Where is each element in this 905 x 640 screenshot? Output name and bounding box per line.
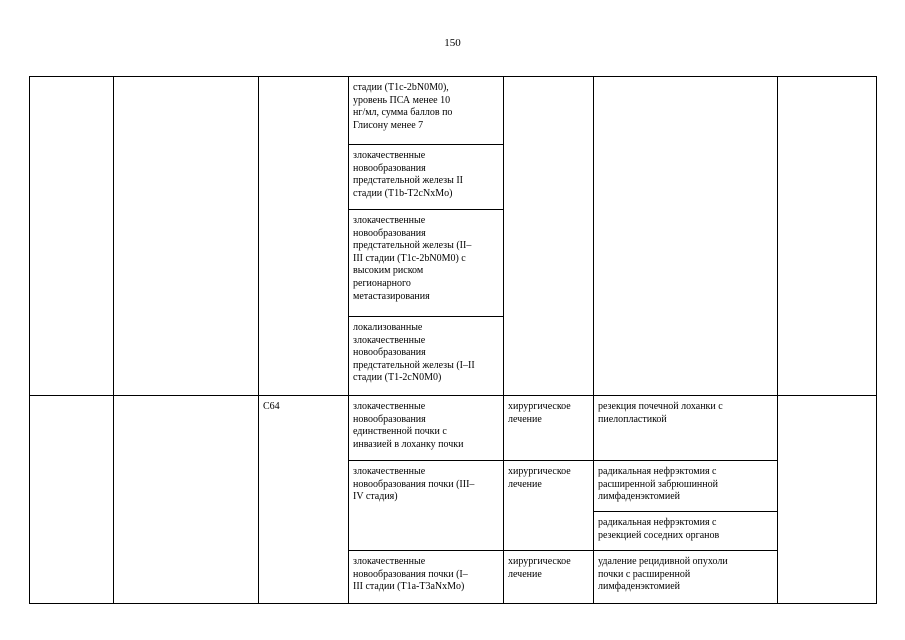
treatment-type-cell	[504, 461, 594, 551]
treatment-method-text: удаление рецидивной опухоли почки с расширенной лимфаденэктомией	[598, 556, 728, 593]
diagnosis-text: злокачественные новообразования единственной почки с инвазией в лоханку почки	[353, 401, 464, 450]
group-name-cell	[114, 396, 259, 604]
diagnosis-cell	[349, 461, 504, 551]
treatment-method-text: резекция почечной лоханки с пиелопластикой	[598, 401, 723, 425]
standard-cell	[778, 77, 877, 396]
diagnosis-cell	[349, 396, 504, 461]
diagnosis-cell	[349, 317, 504, 396]
treatment-method-cell	[594, 77, 778, 396]
treatment-type-text: хирургическое лечение	[508, 401, 571, 425]
treatment-type-cell	[504, 396, 594, 461]
number-cell	[30, 396, 114, 604]
icd-code-cell	[259, 396, 349, 604]
diagnosis-cell	[349, 210, 504, 317]
diagnosis-text: злокачественные новообразования предстательной железы II стадии (T1b-T2cNxMo)	[353, 150, 464, 199]
group-name-cell	[114, 77, 259, 396]
treatment-method-cell	[594, 461, 778, 512]
diagnosis-text: злокачественные новообразования предстательной железы (II– III стадии (T1c-2bN0M0) с высоким риском регионарного метастазирования	[353, 215, 472, 302]
diagnosis-text: злокачественные новообразования почки (III– IV стадия)	[353, 466, 475, 503]
table-row	[30, 396, 877, 461]
diagnosis-text: злокачественные новообразования почки (I– III стадии (T1a-T3aNxMo)	[353, 556, 468, 593]
treatment-type-cell	[504, 77, 594, 396]
standard-cell	[778, 396, 877, 604]
treatment-method-cell	[594, 512, 778, 551]
number-cell	[30, 77, 114, 396]
table-row	[30, 77, 877, 145]
treatment-method-text: радикальная нефрэктомия с резекцией соседних органов	[598, 517, 720, 541]
icd-code-text: C64	[263, 401, 280, 412]
icd-code-cell	[259, 77, 349, 396]
treatment-method-text: радикальная нефрэктомия с расширенной забрюшинной лимфаденэктомией	[598, 466, 718, 503]
diagnosis-cell	[349, 145, 504, 210]
diagnosis-cell	[349, 551, 504, 604]
diagnosis-cell	[349, 77, 504, 145]
treatment-type-text: хирургическое лечение	[508, 466, 571, 490]
diagnosis-text: стадии (T1c-2bN0M0), уровень ПСА менее 10 нг/мл, сумма баллов по Глисону менее 7	[353, 82, 453, 131]
page-number: 150	[444, 37, 461, 49]
diagnosis-text: локализованные злокачественные новообразования предстательной железы (I–II стадии (T1-2cN0M0)	[353, 322, 475, 384]
treatment-method-cell	[594, 551, 778, 604]
medical-care-table	[29, 76, 877, 604]
treatment-method-cell	[594, 396, 778, 461]
treatment-type-text: хирургическое лечение	[508, 556, 571, 580]
treatment-type-cell	[504, 551, 594, 604]
